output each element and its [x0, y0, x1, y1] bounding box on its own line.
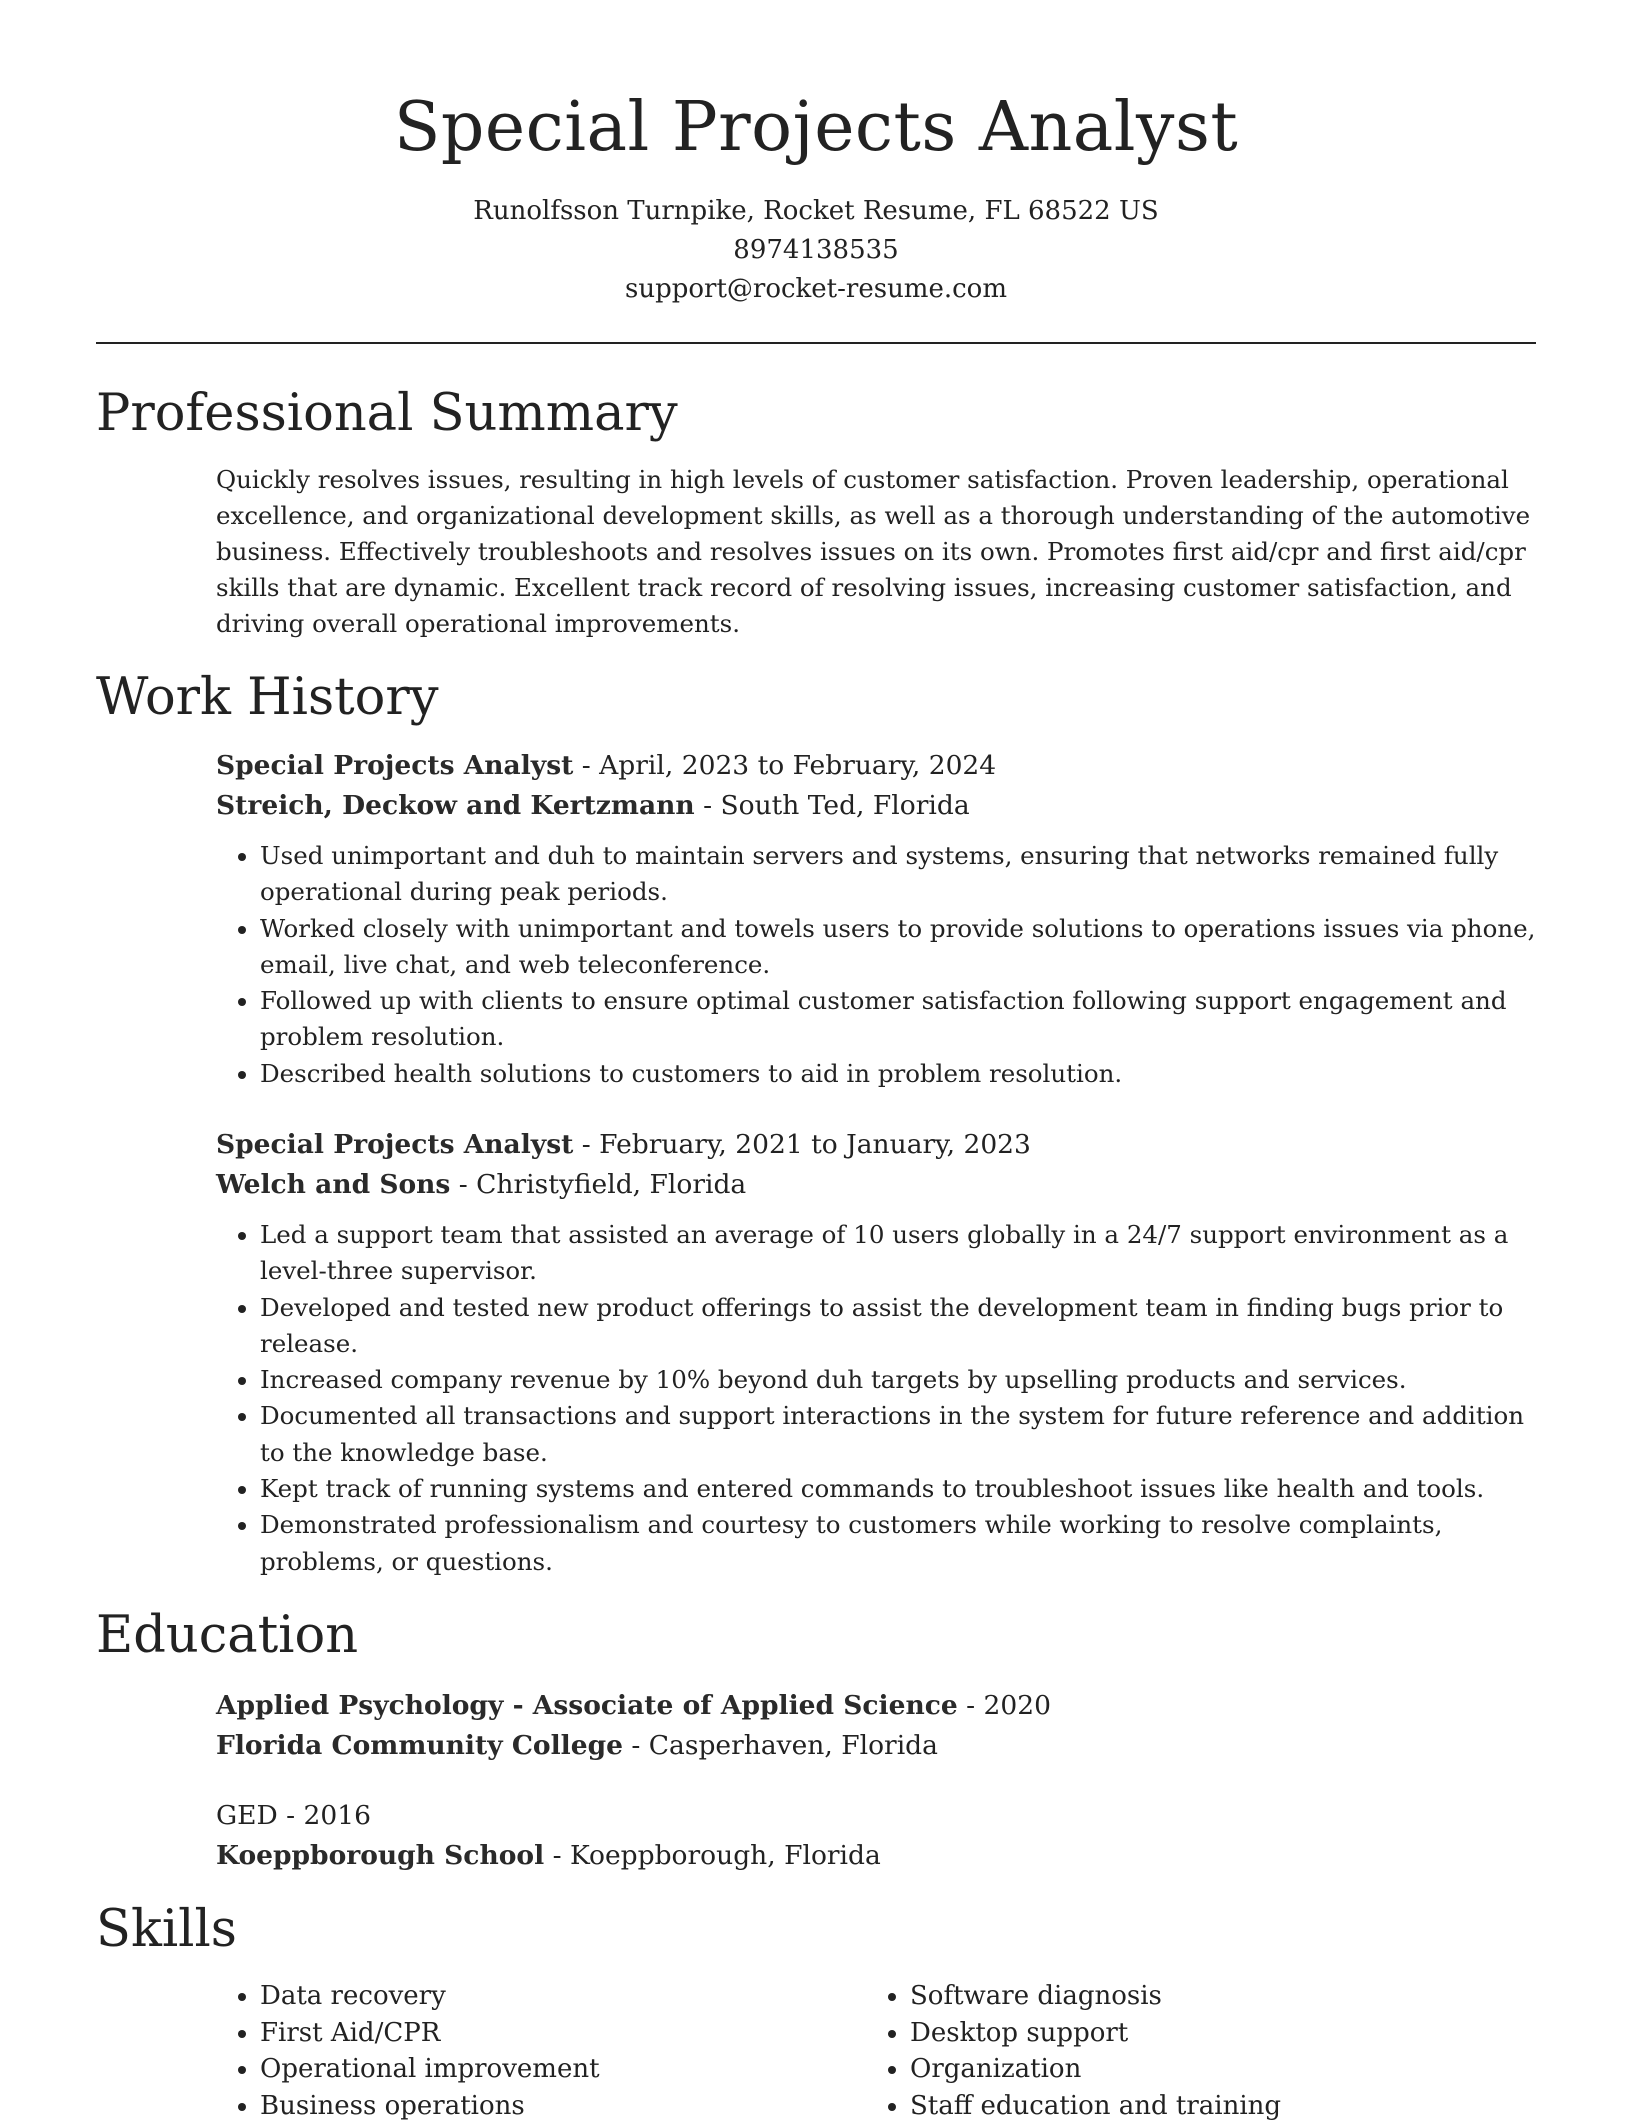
education-entry — [216, 1686, 1536, 1766]
contact-address: Runolfsson Turnpike, Rocket Resume, FL 68522 US — [0, 192, 1632, 231]
job-company-line — [216, 786, 1536, 826]
summary-section — [216, 462, 1536, 642]
skill-item: • Organization — [910, 2051, 1516, 2088]
job-bullet: • Kept track of running systems and entered commands to troubleshoot issues like health and tools. — [260, 1471, 1536, 1507]
skills-list-left — [216, 1978, 866, 2124]
work-history-heading: Work History — [96, 668, 439, 728]
job-bullet: • Documented all transactions and support interactions in the system for future reference and addition to the knowledge base. — [260, 1398, 1536, 1471]
skill-item: • Operational improvement — [260, 2051, 866, 2088]
contact-info — [0, 192, 1632, 309]
skills-list-right — [866, 1978, 1516, 2124]
job-dates: - April, 2023 to February, 2024 — [573, 750, 996, 781]
job-title-line — [216, 1125, 1536, 1165]
resume-title: Special Projects Analyst — [0, 88, 1632, 168]
job-bullet: • Led a support team that assisted an average of 10 users globally in a 24/7 support environment as a level-three supervisor. — [260, 1217, 1536, 1290]
job-entry — [216, 1125, 1536, 1580]
job-title-line — [216, 746, 1536, 786]
job-bullets — [216, 838, 1536, 1092]
education-year: - 2020 — [958, 1690, 1051, 1721]
education-degree-line — [216, 1686, 1536, 1726]
job-company-line — [216, 1165, 1536, 1205]
job-dates: - February, 2021 to January, 2023 — [573, 1129, 1031, 1160]
job-location: - Christyfield, Florida — [450, 1169, 746, 1200]
skill-item: • Staff education and training — [910, 2088, 1516, 2124]
education-degree: GED - 2016 — [216, 1800, 371, 1831]
job-bullet: • Described health solutions to customers to aid in problem resolution. — [260, 1056, 1536, 1092]
education-heading: Education — [96, 1606, 358, 1666]
education-location: - Koeppborough, Florida — [544, 1840, 881, 1871]
job-bullets — [216, 1217, 1536, 1580]
skills-section — [216, 1978, 1536, 2124]
resume-header — [0, 0, 1632, 309]
job-bullet: • Used unimportant and duh to maintain servers and systems, ensuring that networks remained fully operational during peak periods. — [260, 838, 1536, 911]
summary-heading: Professional Summary — [96, 384, 678, 444]
job-company: Welch and Sons — [216, 1169, 450, 1200]
job-entry — [216, 746, 1536, 1092]
contact-phone: 8974138535 — [0, 231, 1632, 270]
education-school: Koeppborough School — [216, 1840, 544, 1871]
skill-item: • Software diagnosis — [910, 1978, 1516, 2015]
job-bullet: • Increased company revenue by 10% beyond duh targets by upselling products and services. — [260, 1362, 1536, 1398]
education-location: - Casperhaven, Florida — [623, 1730, 938, 1761]
education-entry — [216, 1796, 1536, 1876]
job-title: Special Projects Analyst — [216, 1129, 573, 1160]
job-bullet: • Demonstrated professionalism and courtesy to customers while working to resolve complaints, problems, or questions. — [260, 1507, 1536, 1580]
job-title: Special Projects Analyst — [216, 750, 573, 781]
education-degree-line — [216, 1796, 1536, 1836]
skills-columns — [216, 1978, 1536, 2124]
skill-item: • First Aid/CPR — [260, 2015, 866, 2052]
skill-item: • Data recovery — [260, 1978, 866, 2015]
job-bullet: • Followed up with clients to ensure optimal customer satisfaction following support engagement and problem resolution. — [260, 983, 1536, 1056]
job-company: Streich, Deckow and Kertzmann — [216, 790, 695, 821]
job-location: - South Ted, Florida — [695, 790, 970, 821]
education-school-line — [216, 1836, 1536, 1876]
summary-text: Quickly resolves issues, resulting in high levels of customer satisfaction. Proven leadership, operational excellence, and organizational development skills, as well as a thorough understanding of the automotive business. Effectively troubleshoots and resolves issues on its own. Promotes first aid/cpr and first aid/cpr skills that are dynamic. Excellent track record of resolving issues, increasing customer satisfaction, and driving overall operational improvements. — [216, 462, 1536, 642]
education-degree: Applied Psychology - Associate of Applied Science — [216, 1690, 958, 1721]
contact-email: support@rocket-resume.com — [0, 270, 1632, 309]
job-bullet: • Developed and tested new product offerings to assist the development team in finding bugs prior to release. — [260, 1290, 1536, 1363]
job-bullet: • Worked closely with unimportant and towels users to provide solutions to operations issues via phone, email, live chat, and web teleconference. — [260, 911, 1536, 984]
education-school-line — [216, 1726, 1536, 1766]
skills-heading: Skills — [96, 1900, 237, 1960]
skill-item: • Business operations — [260, 2088, 866, 2124]
header-divider — [96, 342, 1536, 344]
skill-item: • Desktop support — [910, 2015, 1516, 2052]
education-school: Florida Community College — [216, 1730, 623, 1761]
